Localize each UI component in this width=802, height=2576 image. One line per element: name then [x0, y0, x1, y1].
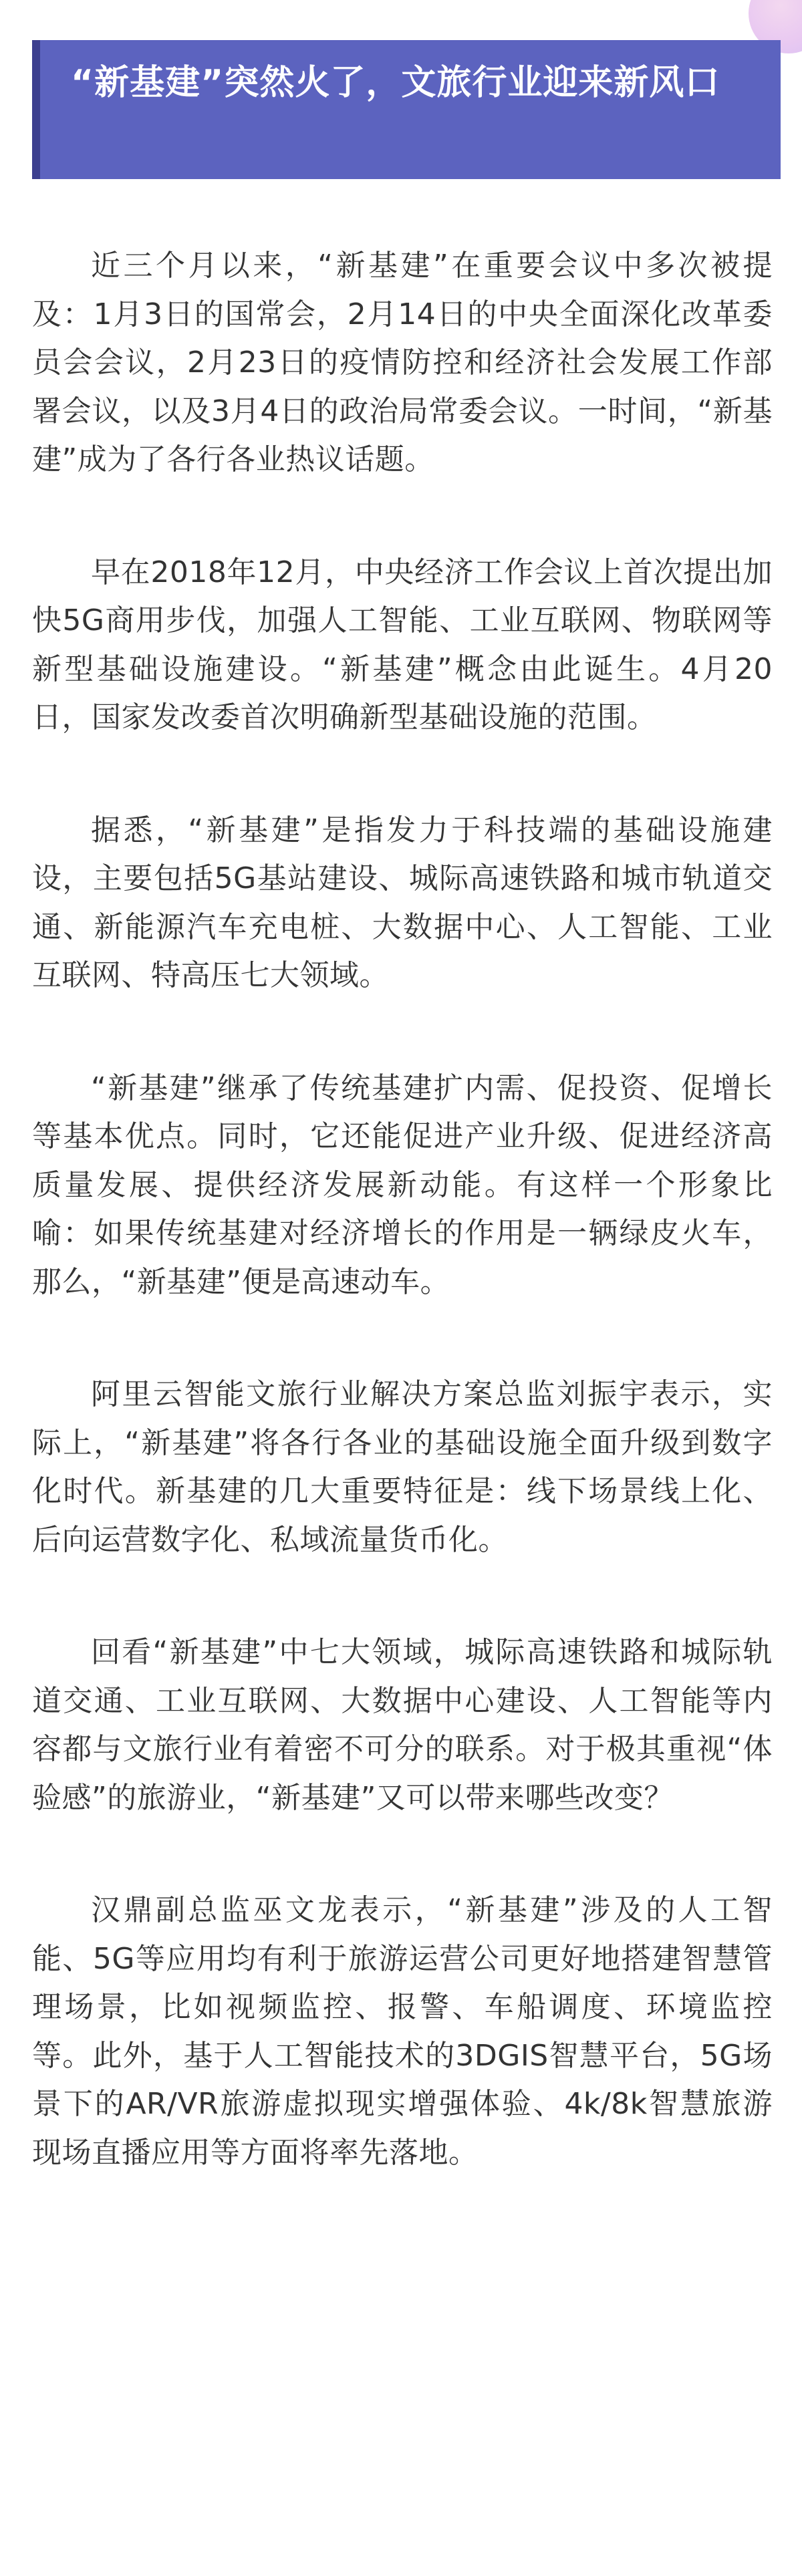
article-body [32, 242, 773, 2241]
paragraph-7: 汉鼎副总监巫文龙表示，“新基建”涉及的人工智能、5G等应用均有利于旅游运营公司更好地搭建智慧管理场景，比如视频监控、报警、车船调度、环境监控等。此外，基于人工智能技术的3DGIS智慧平台，5G场景下的AR/VR旅游虚拟现实增强体验、4k/8k智慧旅游现场直播应用等方面将率先落地。 [32, 1893, 773, 2170]
paragraph-6: 回看“新基建”中七大领域，城际高速铁路和城际轨道交通、工业互联网、大数据中心建设、人工智能等内容都与文旅行业有着密不可分的联系。对于极其重视“体验感”的旅游业，“新基建”又可以带来哪些改变？ [32, 1635, 773, 1815]
paragraph-4: “新基建”继承了传统基建扩内需、促投资、促增长等基本优点。同时，它还能促进产业升级、促进经济高质量发展、提供经济发展新动能。有这样一个形象比喻：如果传统基建对经济增长的作用是一辆绿皮火车，那么，“新基建”便是高速动车。 [32, 1070, 773, 1299]
paragraph-3: 据悉，“新基建”是指发力于科技端的基础设施建设，主要包括5G基站建设、城际高速铁路和城市轨道交通、新能源汽车充电桩、大数据中心、人工智能、工业互联网、特高压七大领域。 [32, 813, 773, 992]
article-header-banner [32, 40, 781, 179]
article-title: “新基建”突然火了，文旅行业迎来新风口 [71, 63, 720, 103]
paragraph-5: 阿里云智能文旅行业解决方案总监刘振宇表示，实际上，“新基建”将各行各业的基础设施全面升级到数字化时代。新基建的几大重要特征是：线下场景线上化、后向运营数字化、私域流量货币化。 [32, 1377, 773, 1557]
paragraph-1: 近三个月以来，“新基建”在重要会议中多次被提及：1月3日的国常会，2月14日的中央全面深化改革委员会会议，2月23日的疫情防控和经济社会发展工作部署会议，以及3月4日的政治局常委会议。一时间，“新基建”成为了各行各业热议话题。 [32, 249, 773, 476]
paragraph-2: 早在2018年12月，中央经济工作会议上首次提出加快5G商用步伐，加强人工智能、工业互联网、物联网等新型基础设施建设。“新基建”概念由此诞生。4月20日，国家发改委首次明确新型基础设施的范围。 [32, 555, 773, 734]
